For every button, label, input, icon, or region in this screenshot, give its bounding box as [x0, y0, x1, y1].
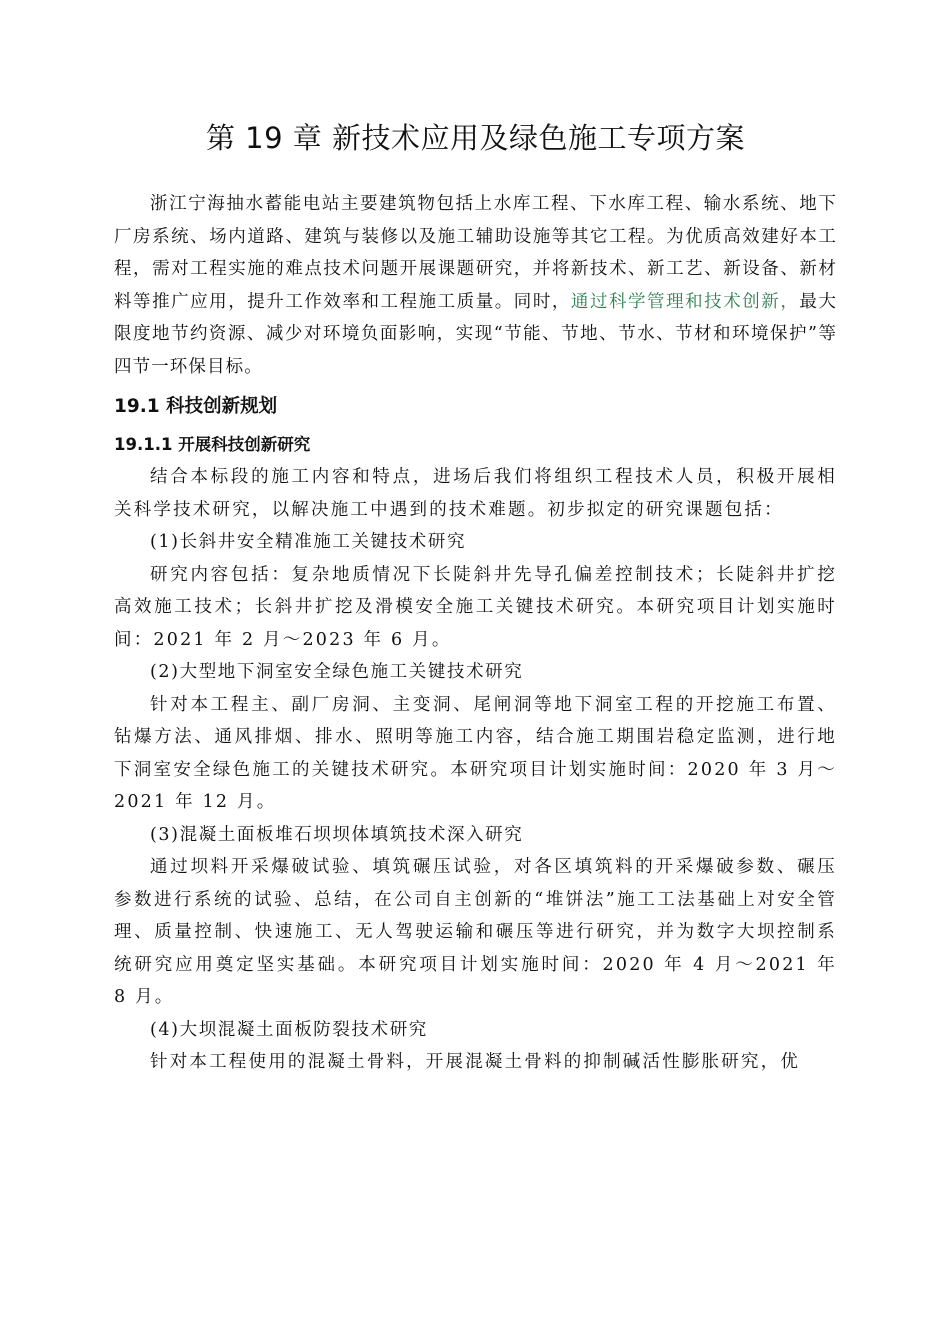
research-item-2-title: (2)大型地下洞室安全绿色施工关键技术研究 [150, 662, 524, 682]
intro-text-part1: 浙江宁海抽水蓄能电站主要建筑物包括上水库工程、下水库工程、输水系统、地下厂房系统、场内道路、建筑与装修以及施工辅助设施等其它工程。为优质高效建好本工程，需对工程实施的难点技术问题开展课题研究，并将新技术、新工艺、新设备、新材料等推广应用，提升工作效率和工程施工质量。同时， [114, 194, 837, 312]
intro-text-part2: 最大限度地节约资源、减少对环境负面影响，实现“节能、节地、节水、节材和环境保护”等四节一环保目标。 [114, 291, 837, 377]
subsection-heading: 19.1.1 开展科技创新研究 [114, 435, 311, 454]
research-item-1-body: 研究内容包括：复杂地质情况下长陡斜井先导孔偏差控制技术；长陡斜井扩挖高效施工技术；长斜井扩挖及滑模安全施工关键技术研究。本研究项目计划实施时间：2021 年 2 月～2023 年 6 月。 [114, 564, 837, 650]
subsection-intro-paragraph: 结合本标段的施工内容和特点，进场后我们将组织工程技术人员，积极开展相关科学技术研究，以解决施工中遇到的技术难题。初步拟定的研究课题包括： [114, 467, 837, 520]
intro-paragraph [114, 188, 837, 383]
research-item-3-title: (3)混凝土面板堆石坝坝体填筑技术深入研究 [150, 824, 524, 845]
research-item-2-body: 针对本工程主、副厂房洞、主变洞、尾闸洞等地下洞室工程的开挖施工布置、钻爆方法、通风排烟、排水、照明等施工内容，结合施工期围岩稳定监测，进行地下洞室安全绿色施工的关键技术研究。本研究项目计划实施时间：2020 年 3 月～2021 年 12 月。 [114, 694, 837, 812]
research-item-4-body: 针对本工程使用的混凝土骨料，开展混凝土骨料的抑制碱活性膨胀研究，优 [150, 1052, 801, 1072]
research-item-1-title: (1)长斜井安全精准施工关键技术研究 [150, 532, 467, 552]
intro-highlight-text: 通过科学管理和技术创新， [570, 291, 800, 312]
section-heading: 19.1 科技创新规划 [114, 396, 278, 417]
research-item-4-title: (4)大坝混凝土面板防裂技术研究 [150, 1019, 428, 1040]
research-item-3-body: 通过坝料开采爆破试验、填筑碾压试验，对各区填筑料的开采爆破参数、碾压参数进行系统的试验、总结，在公司自主创新的“堆饼法”施工工法基础上对安全管理、质量控制、快速施工、无人驾驶运输和碾压等进行研究，并为数字大坝控制系统研究应用奠定坚实基础。本研究项目计划实施时间：2020 年 4 月～2021 年 8 月。 [114, 857, 837, 1007]
chapter-title: 第 19 章 新技术应用及绿色施工专项方案 [205, 121, 746, 155]
